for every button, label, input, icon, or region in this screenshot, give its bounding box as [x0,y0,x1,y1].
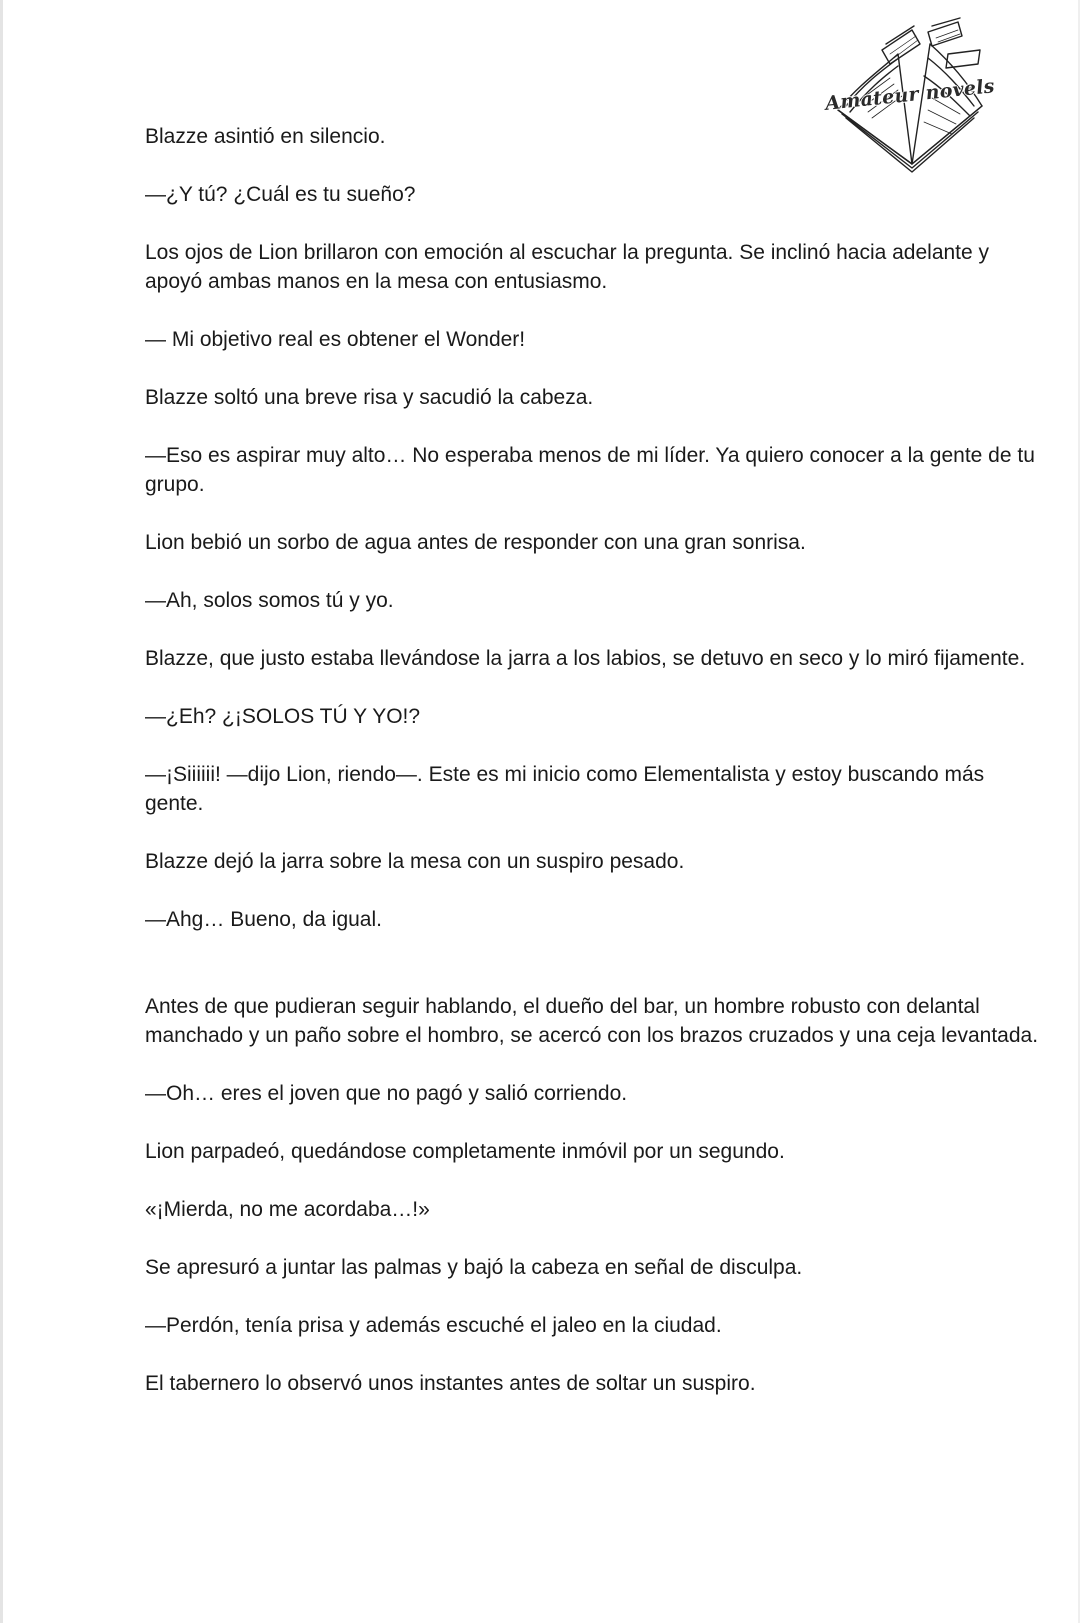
paragraph: Los ojos de Lion brillaron con emoción al escuchar la pregunta. Se inclinó hacia adelante y apoyó ambas manos en la mesa con entusiasmo. [145,241,990,293]
paragraph: Se apresuró a juntar las palmas y bajó la cabeza en señal de disculpa. [145,1256,803,1279]
paragraph: «¡Mierda, no me acordaba…!» [145,1198,430,1221]
paragraph: —Ahg… Bueno, da igual. [145,908,382,931]
logo-text: Amateur novels [824,75,996,115]
paragraph: —¡Siiiiii! —dijo Lion, riendo—. Este es mi inicio como Elementalista y estoy buscando más gente. [145,763,985,815]
paragraph: El tabernero lo observó unos instantes antes de soltar un suspiro. [145,1372,756,1395]
paragraph: — Mi objetivo real es obtener el Wonder! [145,328,526,351]
paragraph: —¿Eh? ¿¡SOLOS TÚ Y YO!? [145,705,421,728]
paragraph: Antes de que pudieran seguir hablando, el dueño del bar, un hombre robusto con delantal manchado y un paño sobre el hombro, se acercó con los brazos cruzados y una ceja levantada. [145,995,1039,1047]
paragraph: Lion bebió un sorbo de agua antes de responder con una gran sonrisa. [145,531,806,554]
paragraph: —¿Y tú? ¿Cuál es tu sueño? [145,183,416,206]
paragraph: Blazze asintió en silencio. [145,125,386,148]
paragraph: Blazze dejó la jarra sobre la mesa con un suspiro pesado. [145,850,685,873]
paragraph: —Eso es aspirar muy alto… No esperaba menos de mi líder. Ya quiero conocer a la gente de tu grupo. [145,444,1035,496]
paragraph: Lion parpadeó, quedándose completamente inmóvil por un segundo. [145,1140,785,1163]
paragraph: —Perdón, tenía prisa y además escuché el jaleo en la ciudad. [145,1314,722,1337]
paragraph: —Oh… eres el joven que no pagó y salió corriendo. [145,1082,628,1105]
paragraph: Blazze soltó una breve risa y sacudió la cabeza. [145,386,594,409]
paragraph: Blazze, que justo estaba llevándose la jarra a los labios, se detuvo en seco y lo miró fijamente. [145,647,1026,670]
document-body [145,122,1045,1427]
paragraph: —Ah, solos somos tú y yo. [145,589,394,612]
